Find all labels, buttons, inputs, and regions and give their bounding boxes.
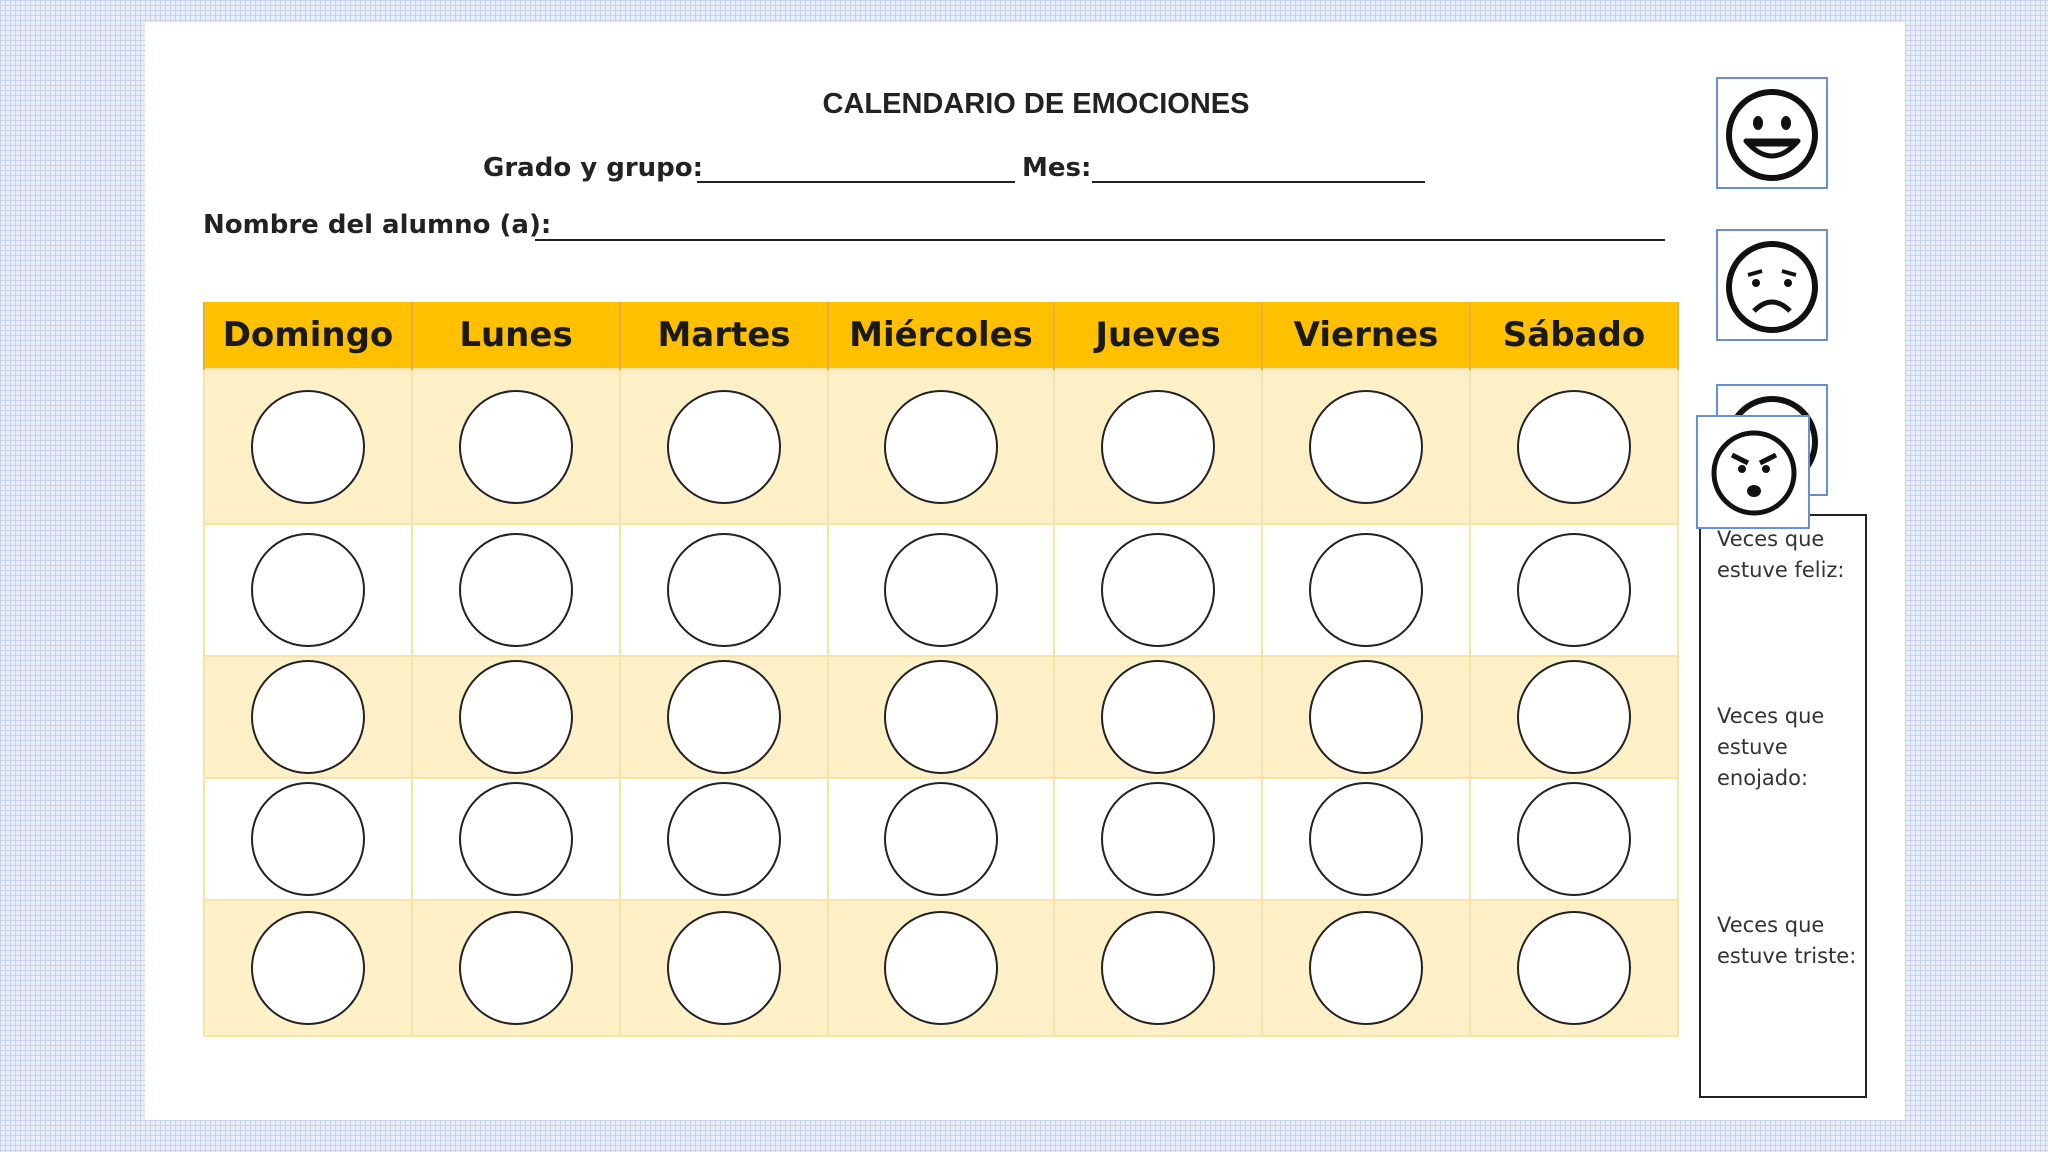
emotion-circle[interactable]	[884, 782, 998, 896]
emotion-circle[interactable]	[884, 660, 998, 774]
day-cell	[1470, 656, 1678, 778]
day-header: Sábado	[1470, 302, 1678, 369]
emotion-circle[interactable]	[1309, 533, 1423, 647]
emotion-circle[interactable]	[1309, 660, 1423, 774]
day-cell	[1262, 524, 1470, 656]
day-header: Miércoles	[828, 302, 1054, 369]
emotion-circle[interactable]	[1309, 782, 1423, 896]
day-cell	[1470, 900, 1678, 1036]
emotion-circle[interactable]	[667, 533, 781, 647]
emotion-circle[interactable]	[884, 911, 998, 1025]
tally-angry-label: Veces que estuve enojado:	[1717, 704, 1825, 790]
days-header-row	[204, 302, 1678, 369]
emotion-circle[interactable]	[459, 533, 573, 647]
angry-face-icon	[1698, 417, 1808, 527]
emotion-circle[interactable]	[251, 390, 365, 504]
emotion-circle[interactable]	[1517, 782, 1631, 896]
happy-face-icon	[1718, 79, 1826, 187]
week-row	[204, 369, 1678, 524]
day-header: Domingo	[204, 302, 412, 369]
day-header: Jueves	[1054, 302, 1262, 369]
day-cell	[1262, 900, 1470, 1036]
emotion-circle[interactable]	[251, 911, 365, 1025]
day-cell	[412, 900, 620, 1036]
month-label: Mes:	[1022, 153, 1092, 183]
emotion-circle[interactable]	[459, 911, 573, 1025]
grade-label: Grado y grupo:	[483, 153, 704, 183]
emotion-circle[interactable]	[251, 533, 365, 647]
day-cell	[412, 778, 620, 900]
week-row	[204, 900, 1678, 1036]
emotion-circle[interactable]	[1101, 911, 1215, 1025]
week-row	[204, 778, 1678, 900]
emotion-calendar	[203, 302, 1679, 1037]
emotion-circle[interactable]	[459, 782, 573, 896]
day-cell	[412, 369, 620, 524]
page-title: CALENDARIO DE EMOCIONES	[822, 88, 1250, 120]
day-cell	[620, 778, 828, 900]
emotion-circle[interactable]	[884, 533, 998, 647]
student-name-label: Nombre del alumno (a):	[203, 210, 552, 240]
sad-face-icon	[1718, 231, 1826, 339]
emotion-circle[interactable]	[1101, 660, 1215, 774]
happy-face-card	[1716, 77, 1828, 189]
emotion-circle[interactable]	[667, 782, 781, 896]
day-cell	[1054, 900, 1262, 1036]
day-header: Lunes	[412, 302, 620, 369]
day-cell	[412, 524, 620, 656]
day-header: Martes	[620, 302, 828, 369]
day-cell	[1470, 778, 1678, 900]
day-cell	[204, 778, 412, 900]
day-cell	[1054, 369, 1262, 524]
day-cell	[620, 656, 828, 778]
emotion-circle[interactable]	[884, 390, 998, 504]
day-cell	[1054, 524, 1262, 656]
emotion-circle[interactable]	[667, 390, 781, 504]
day-cell	[1470, 369, 1678, 524]
grade-blank[interactable]	[697, 181, 1015, 183]
day-cell	[204, 900, 412, 1036]
emotion-circle[interactable]	[251, 782, 365, 896]
emotion-circle[interactable]	[1517, 660, 1631, 774]
day-cell	[828, 524, 1054, 656]
day-cell	[828, 778, 1054, 900]
day-cell	[1470, 524, 1678, 656]
emotion-circle[interactable]	[459, 390, 573, 504]
day-cell	[1262, 778, 1470, 900]
week-row	[204, 656, 1678, 778]
tally-happy-label: Veces que estuve feliz:	[1717, 527, 1845, 582]
day-cell	[620, 900, 828, 1036]
day-header: Viernes	[1262, 302, 1470, 369]
day-cell	[1054, 778, 1262, 900]
emotion-circle[interactable]	[1517, 533, 1631, 647]
emotion-circle[interactable]	[251, 660, 365, 774]
emotion-circle[interactable]	[1101, 390, 1215, 504]
emotion-circle[interactable]	[1309, 390, 1423, 504]
day-cell	[1054, 656, 1262, 778]
day-cell	[620, 524, 828, 656]
day-cell	[828, 369, 1054, 524]
emotion-circle[interactable]	[459, 660, 573, 774]
emotion-circle[interactable]	[1517, 390, 1631, 504]
emotion-circle[interactable]	[667, 660, 781, 774]
tally-panel	[1699, 514, 1867, 1098]
sad-face-card	[1716, 229, 1828, 341]
day-cell	[1262, 656, 1470, 778]
student-name-blank[interactable]	[535, 239, 1665, 241]
day-cell	[620, 369, 828, 524]
day-cell	[204, 524, 412, 656]
emotion-circle[interactable]	[1517, 911, 1631, 1025]
day-cell	[204, 369, 412, 524]
month-blank[interactable]	[1092, 181, 1425, 183]
tally-sad-label: Veces que estuve triste:	[1717, 913, 1857, 968]
emotion-circle[interactable]	[667, 911, 781, 1025]
day-cell	[1262, 369, 1470, 524]
emotion-circle[interactable]	[1101, 533, 1215, 647]
angry-face-card	[1696, 415, 1810, 529]
day-cell	[828, 900, 1054, 1036]
day-cell	[828, 656, 1054, 778]
day-cell	[204, 656, 412, 778]
emotion-circle[interactable]	[1101, 782, 1215, 896]
week-row	[204, 524, 1678, 656]
day-cell	[412, 656, 620, 778]
emotion-circle[interactable]	[1309, 911, 1423, 1025]
